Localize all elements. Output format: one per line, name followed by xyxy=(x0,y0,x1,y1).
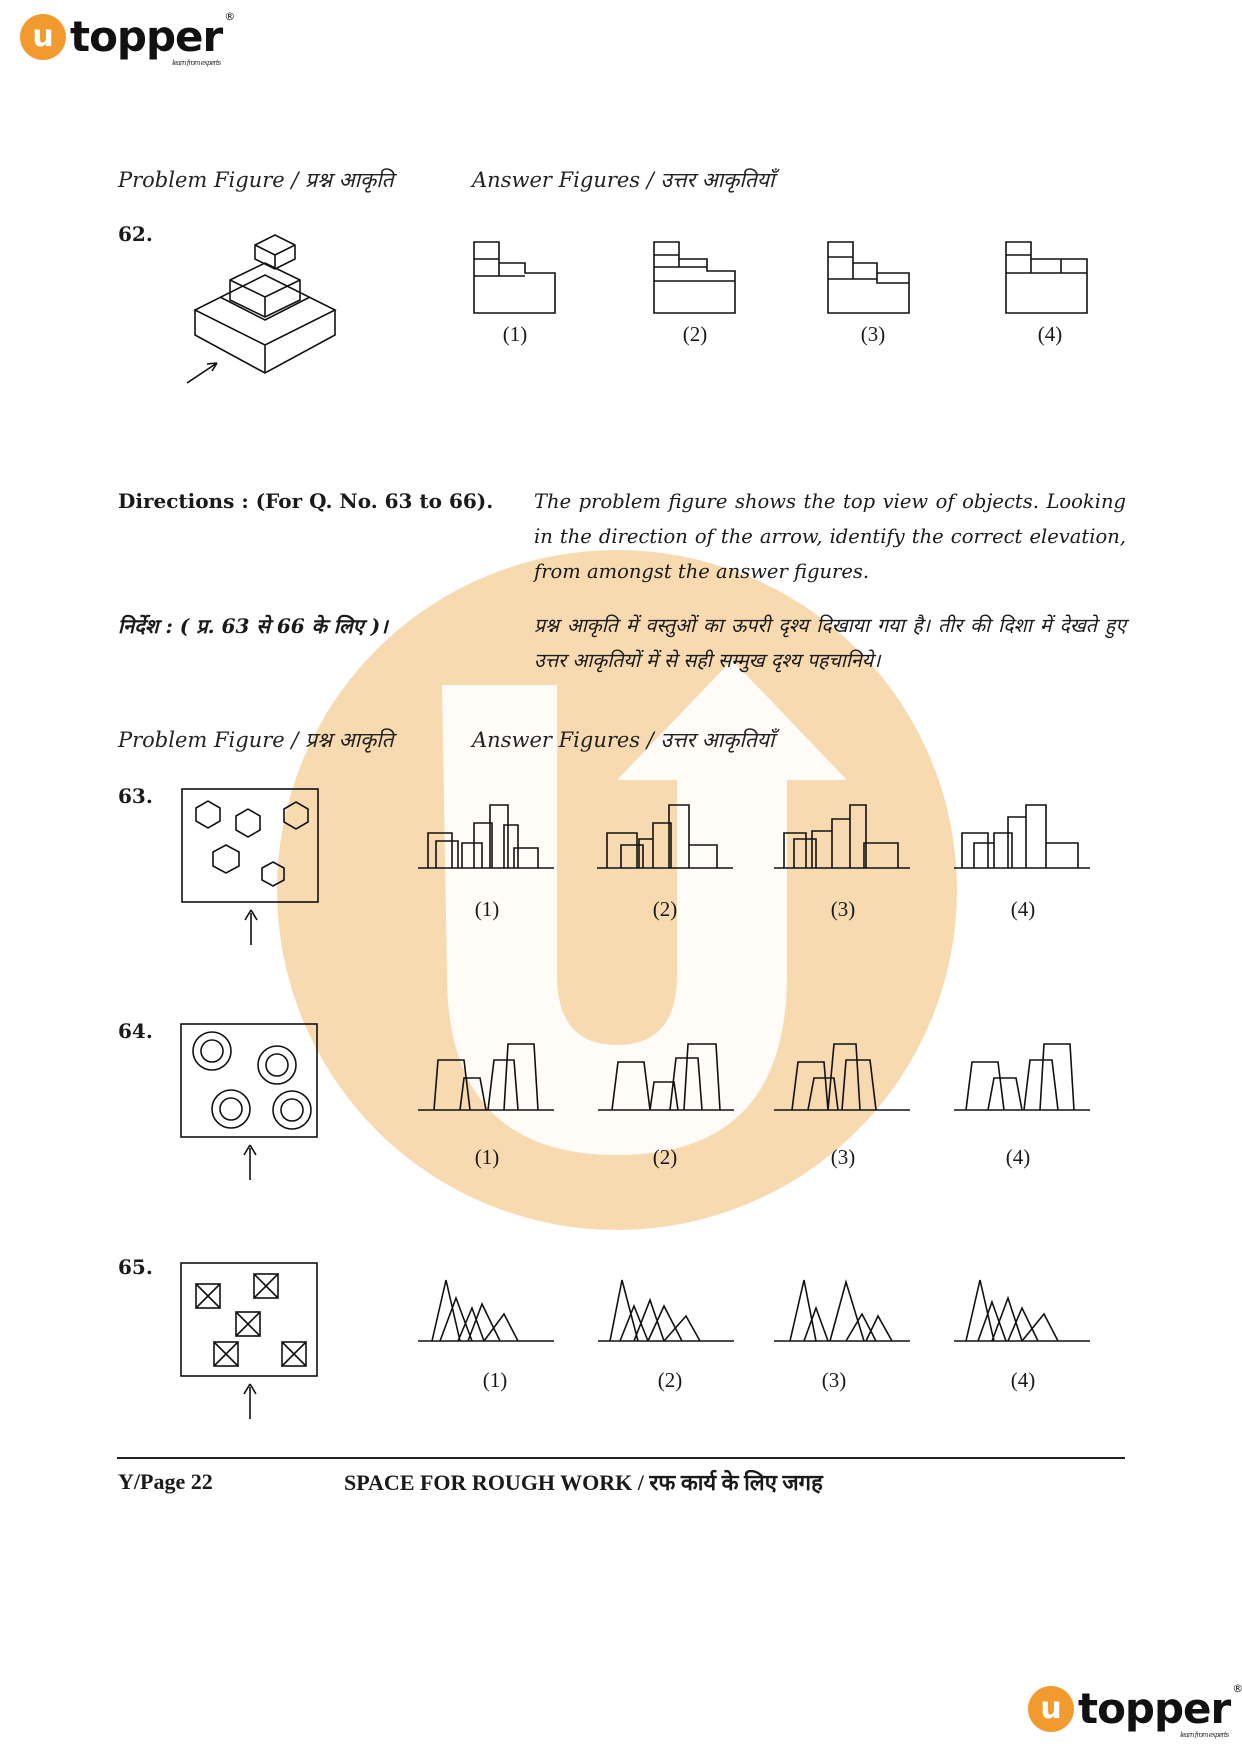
problem-figure-header-62: Problem Figure / प्रश्न आकृति xyxy=(118,168,394,192)
q65-answer-figure-2[interactable] xyxy=(598,1278,736,1343)
q63-answer-figure-1[interactable] xyxy=(418,803,556,870)
q63-option-label-3: (3) xyxy=(830,897,856,921)
q64-option-label-1: (1) xyxy=(474,1145,500,1169)
q65-option-label-3: (3) xyxy=(821,1368,847,1392)
q65-problem-figure xyxy=(180,1262,320,1422)
q64-answer-figure-4[interactable] xyxy=(954,1040,1092,1112)
question-number-65: 65. xyxy=(118,1255,153,1279)
q65-answer-figure-3[interactable] xyxy=(774,1278,912,1343)
answer-figures-header-63: Answer Figures / उत्तर आकृतियाँ xyxy=(472,728,775,752)
q64-option-label-2: (2) xyxy=(652,1145,678,1169)
brand-mark-icon: u xyxy=(1028,1686,1074,1732)
q65-option-label-4: (4) xyxy=(1010,1368,1036,1392)
directions-title-hi: निर्देश : ( प्र. 63 से 66 के लिए )। xyxy=(118,614,388,638)
q62-answer-figure-4[interactable] xyxy=(1005,241,1089,315)
q63-answer-figure-3[interactable] xyxy=(774,803,912,870)
q64-answer-figure-3[interactable] xyxy=(774,1040,912,1112)
q64-problem-figure xyxy=(180,1023,320,1183)
q63-problem-figure xyxy=(181,788,321,948)
brand-mark-icon: u xyxy=(20,14,66,60)
question-number-63: 63. xyxy=(118,784,153,808)
question-number-62: 62. xyxy=(118,222,153,246)
directions-title-en: Directions : (For Q. No. 63 to 66). xyxy=(118,489,494,513)
q62-answer-figure-3[interactable] xyxy=(827,241,911,315)
problem-figure-header-63: Problem Figure / प्रश्न आकृति xyxy=(118,728,394,752)
q62-problem-figure xyxy=(175,225,350,385)
q63-option-label-1: (1) xyxy=(474,897,500,921)
q62-option-label-4: (4) xyxy=(1037,322,1063,346)
q62-option-label-3: (3) xyxy=(860,322,886,346)
q62-answer-figure-1[interactable] xyxy=(473,241,557,315)
q63-answer-figure-4[interactable] xyxy=(954,803,1092,870)
answer-figures-header-62: Answer Figures / उत्तर आकृतियाँ xyxy=(472,168,775,192)
q64-answer-figure-2[interactable] xyxy=(598,1040,736,1112)
page-number: Y/Page 22 xyxy=(118,1469,213,1494)
q64-option-label-3: (3) xyxy=(830,1145,856,1169)
footer-divider xyxy=(117,1457,1125,1459)
q65-option-label-1: (1) xyxy=(482,1368,508,1392)
q64-option-label-4: (4) xyxy=(1005,1145,1031,1169)
q63-answer-figure-2[interactable] xyxy=(597,803,735,870)
q65-answer-figure-4[interactable] xyxy=(954,1278,1092,1343)
directions-text-hi: प्रश्न आकृति में वस्तुओं का ऊपरी दृश्य दिखाया गया है। तीर की दिशा में देखते हुए उत्तर आकृतियों में से सही सम्मुख दृश्य पहचानिये। xyxy=(534,614,1126,672)
question-number-64: 64. xyxy=(118,1019,153,1043)
rough-work-label: SPACE FOR ROUGH WORK / रफ कार्य के लिए जगह xyxy=(344,1470,823,1495)
q63-option-label-4: (4) xyxy=(1010,897,1036,921)
q62-answer-figure-2[interactable] xyxy=(653,241,737,315)
q65-option-label-2: (2) xyxy=(657,1368,683,1392)
q63-option-label-2: (2) xyxy=(652,897,678,921)
brand-logo-top xyxy=(20,10,235,67)
q62-option-label-2: (2) xyxy=(682,322,708,346)
brand-logo-bottom xyxy=(1028,1682,1242,1739)
brand-name: topper ® learn from experts xyxy=(70,10,235,67)
q65-answer-figure-1[interactable] xyxy=(418,1278,556,1343)
brand-name: topper ® learn from experts xyxy=(1078,1682,1242,1739)
q62-option-label-1: (1) xyxy=(502,322,528,346)
q64-answer-figure-1[interactable] xyxy=(418,1040,556,1112)
directions-text-en: The problem figure shows the top view of objects. Looking in the direction of the arrow, identify the correct elevation, from amongst the answer figures. xyxy=(534,490,1126,583)
